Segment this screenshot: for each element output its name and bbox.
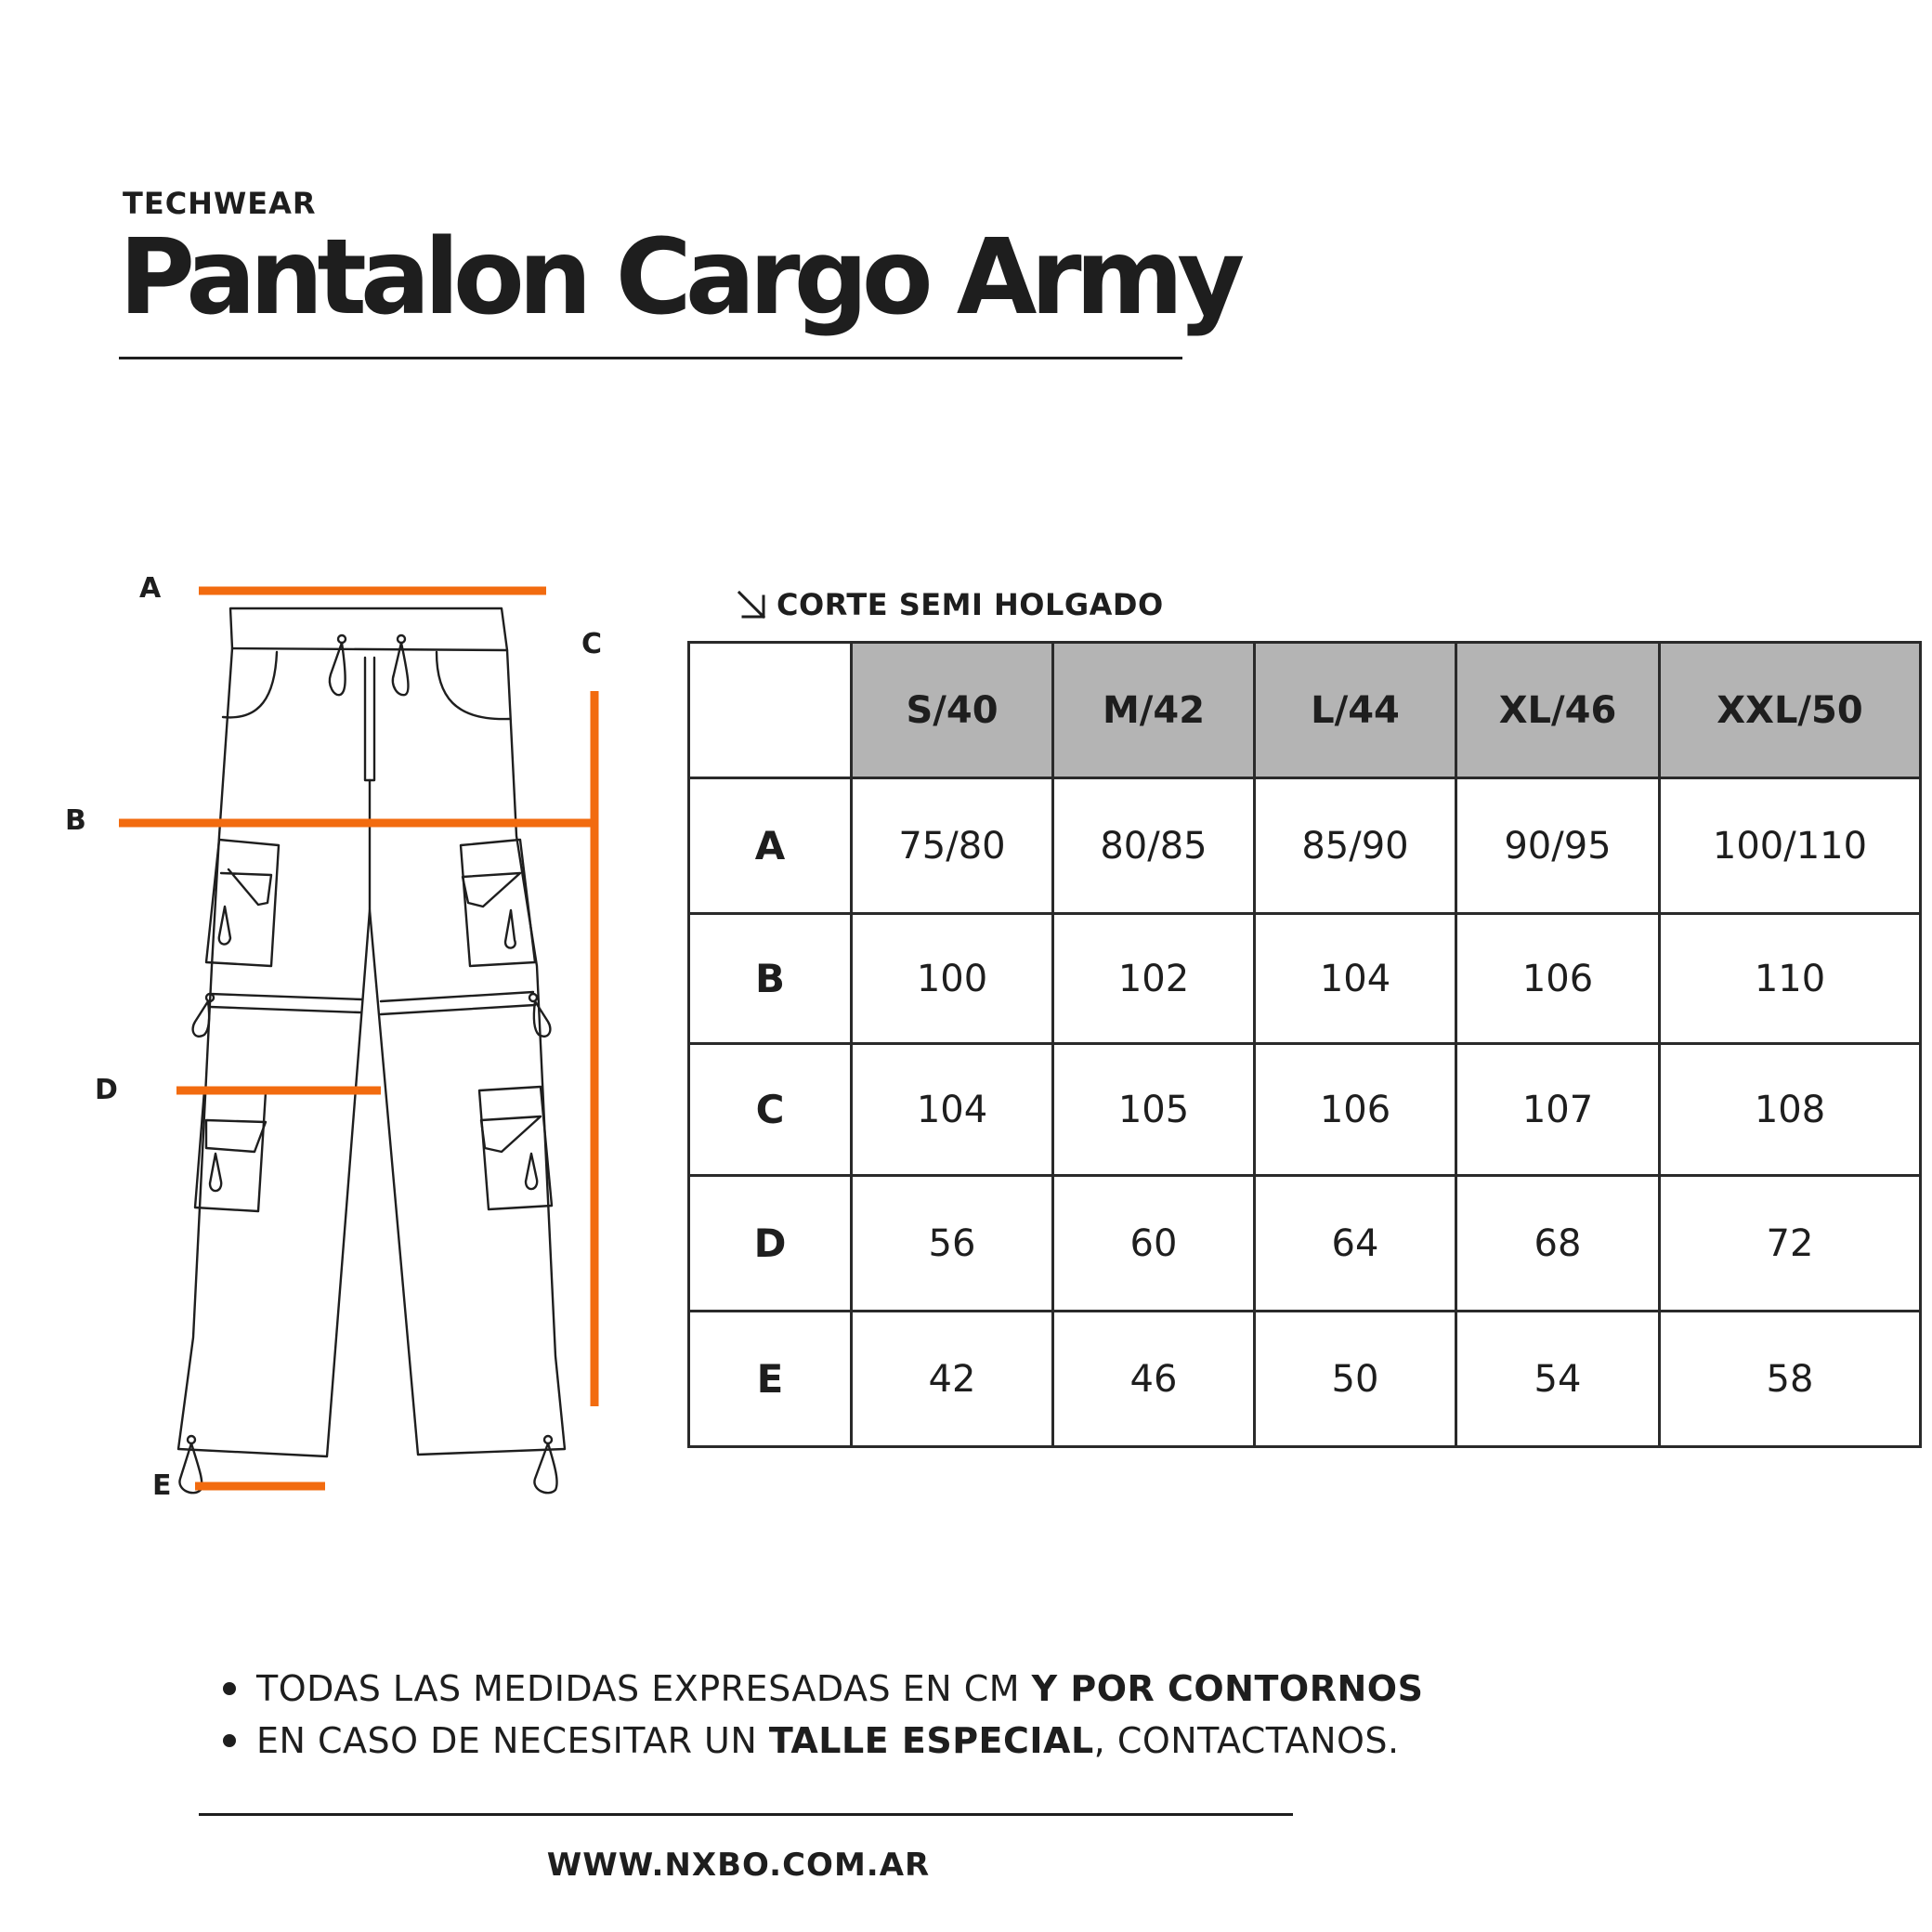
note-text-after: , CONTACTANOS. [1093,1720,1400,1761]
table-cell: 64 [1255,1176,1456,1312]
pants-diagram [56,557,650,1523]
table-cell: 102 [1053,914,1255,1044]
footer-divider [199,1813,1293,1816]
table-row [689,778,1921,914]
table-cell: 80/85 [1053,778,1255,914]
note-emphasis: Y POR CONTORNOS [1031,1668,1424,1709]
size-table [687,641,1922,1448]
table-cell: 68 [1456,1176,1660,1312]
website-link[interactable]: WWW.NXBO.COM.AR [546,1847,931,1884]
row-label: C [689,1044,852,1176]
note-text: EN CASO DE NECESITAR UN [256,1720,769,1761]
row-label: A [689,778,852,914]
table-cell: 42 [852,1312,1053,1447]
table-row [689,1312,1921,1447]
pants-outline [178,648,565,1456]
notes-list [223,1663,1423,1767]
table-cell: 85/90 [1255,778,1456,914]
row-label: E [689,1312,852,1447]
table-cell: 90/95 [1456,778,1660,914]
fit-label: CORTE SEMI HOLGADO [777,587,1164,622]
list-item [223,1663,1423,1715]
right-front-pocket [437,652,509,719]
table-cell: 60 [1053,1176,1255,1312]
table-cell: 54 [1456,1312,1660,1447]
table-cell: 106 [1255,1044,1456,1176]
size-header: L/44 [1255,643,1456,778]
row-label: B [689,914,852,1044]
table-row [689,1176,1921,1312]
table-cell: 50 [1255,1312,1456,1447]
arrow-down-right-icon [736,589,767,620]
size-header: XL/46 [1456,643,1660,778]
diagram-label-a: A [139,572,162,605]
fit-indicator [736,587,1164,622]
page-title: Pantalon Cargo Army [119,217,1239,338]
table-cell: 106 [1456,914,1660,1044]
diagram-label-b: B [65,804,86,837]
size-header: XXL/50 [1660,643,1921,778]
diagram-label-c: C [581,628,603,660]
table-header-row [689,643,1921,778]
note-emphasis: TALLE ESPECIAL [768,1720,1094,1761]
table-cell: 107 [1456,1044,1660,1176]
table-cell: 56 [852,1176,1053,1312]
diagram-label-d: D [95,1074,118,1106]
table-row [689,914,1921,1044]
table-cell: 100 [852,914,1053,1044]
table-cell: 108 [1660,1044,1921,1176]
title-divider [119,357,1182,359]
table-cell: 58 [1660,1312,1921,1447]
pants-illustration [56,557,650,1523]
diagram-label-e: E [152,1469,172,1502]
note-text: TODAS LAS MEDIDAS EXPRESADAS EN CM [256,1668,1032,1709]
bullet-icon [223,1682,236,1695]
bullet-icon [223,1734,236,1747]
table-cell: 72 [1660,1176,1921,1312]
product-category: TECHWEAR [123,186,317,221]
table-row [689,1044,1921,1176]
table-cell: 75/80 [852,778,1053,914]
table-cell: 100/110 [1660,778,1921,914]
list-item [223,1715,1423,1767]
size-header: M/42 [1053,643,1255,778]
size-header: S/40 [852,643,1053,778]
row-label: D [689,1176,852,1312]
table-cell: 104 [1255,914,1456,1044]
waistband [230,608,507,650]
table-cell: 110 [1660,914,1921,1044]
table-cell: 46 [1053,1312,1255,1447]
table-corner-cell [689,643,852,778]
right-lower-cargo-pocket [479,1087,552,1209]
table-cell: 104 [852,1044,1053,1176]
table-cell: 105 [1053,1044,1255,1176]
